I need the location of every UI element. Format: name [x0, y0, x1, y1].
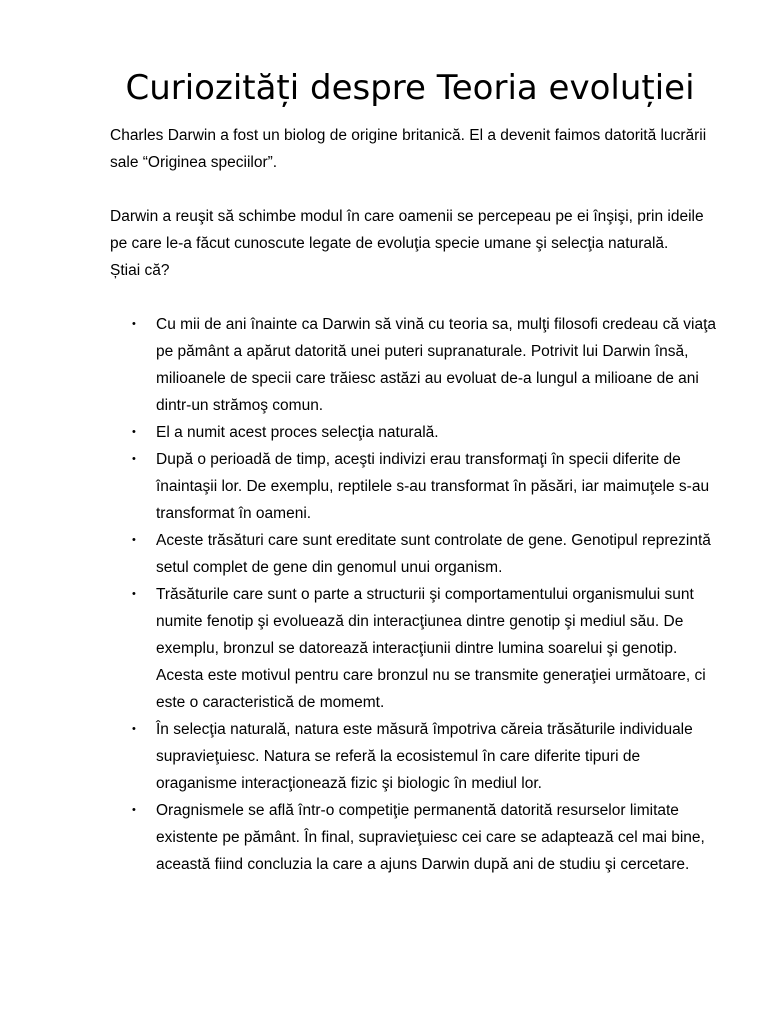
- bullet-icon: •: [132, 588, 136, 600]
- document-body: [110, 122, 720, 878]
- bullet-icon: •: [132, 426, 136, 438]
- list-item-text: Oragnismele se află într-o competiţie permanentă datorită resurselor limitate existente pe pământ. În final, supravieţuiesc cei care se adaptează cel mai bine, această fiind concluzia la care a ajuns Darwin după ani de studiu şi cercetare.: [156, 802, 705, 873]
- intro-paragraph-2: Darwin a reuşit să schimbe modul în care oamenii se percepeau pe ei înşişi, prin ideile pe care le-a făcut cunoscute legate de evoluţia specie umane şi selecţia naturală.: [110, 208, 704, 252]
- list-item-text: După o perioadă de timp, aceşti indivizi erau transformaţi în specii diferite de înaintaşii lor. De exemplu, reptilele s-au transformat în păsări, iar maimuţele s-au transformat în oameni.: [156, 451, 710, 522]
- list-item-text: În selecţia naturală, natura este măsură împotriva căreia trăsăturile individuale supravieţuiesc. Natura se referă la ecosistemul în care diferite tipuri de oraganisme interacţionează fizic şi biologic în mediul lor.: [156, 721, 693, 792]
- paragraph-spacer: [110, 284, 720, 311]
- bullet-icon: •: [132, 453, 136, 465]
- list-item: [110, 419, 720, 446]
- question-line: Știai că?: [110, 262, 170, 279]
- list-item: [110, 716, 720, 797]
- document-title: Curiozități despre Teoria evoluției: [125, 68, 695, 108]
- list-item-text: Trăsăturile care sunt o parte a structurii şi comportamentului organismului sunt numite fenotip şi evoluează din interacţiunea dintre genotip şi mediul său. De exemplu, bronzul se datorează interacţiunii dintre lumina soarelui şi genotip. Acesta este motivul pentru care bronzul nu se transmite generaţiei următoare, ci este o caracteristică de momemt.: [156, 586, 706, 711]
- paragraph-spacer: [110, 176, 720, 203]
- list-item: [110, 797, 720, 878]
- bullet-icon: •: [132, 723, 136, 735]
- list-item-text: El a numit acest proces selecţia naturală.: [156, 424, 439, 441]
- list-item: [110, 581, 720, 716]
- list-item: [110, 446, 720, 527]
- list-item: [110, 311, 720, 419]
- facts-list: [110, 311, 720, 878]
- list-item-text: Aceste trăsături care sunt ereditate sunt controlate de gene. Genotipul reprezintă setul complet de gene din genomul unui organism.: [156, 532, 711, 576]
- list-item: [110, 527, 720, 581]
- bullet-icon: •: [132, 534, 136, 546]
- bullet-icon: •: [132, 804, 136, 816]
- bullet-icon: •: [132, 318, 136, 330]
- list-item-text: Cu mii de ani înainte ca Darwin să vină cu teoria sa, mulţi filosofi credeau că viaţa pe pământ a apărut datorită unei puteri supranaturale. Potrivit lui Darwin însă, milioanele de specii care trăiesc astăzi au evoluat de-a lungul a milioane de ani dintr-un strămoş comun.: [156, 316, 716, 414]
- intro-paragraph-1: Charles Darwin a fost un biolog de origine britanică. El a devenit faimos datorită lucrării sale “Originea speciilor”.: [110, 127, 707, 171]
